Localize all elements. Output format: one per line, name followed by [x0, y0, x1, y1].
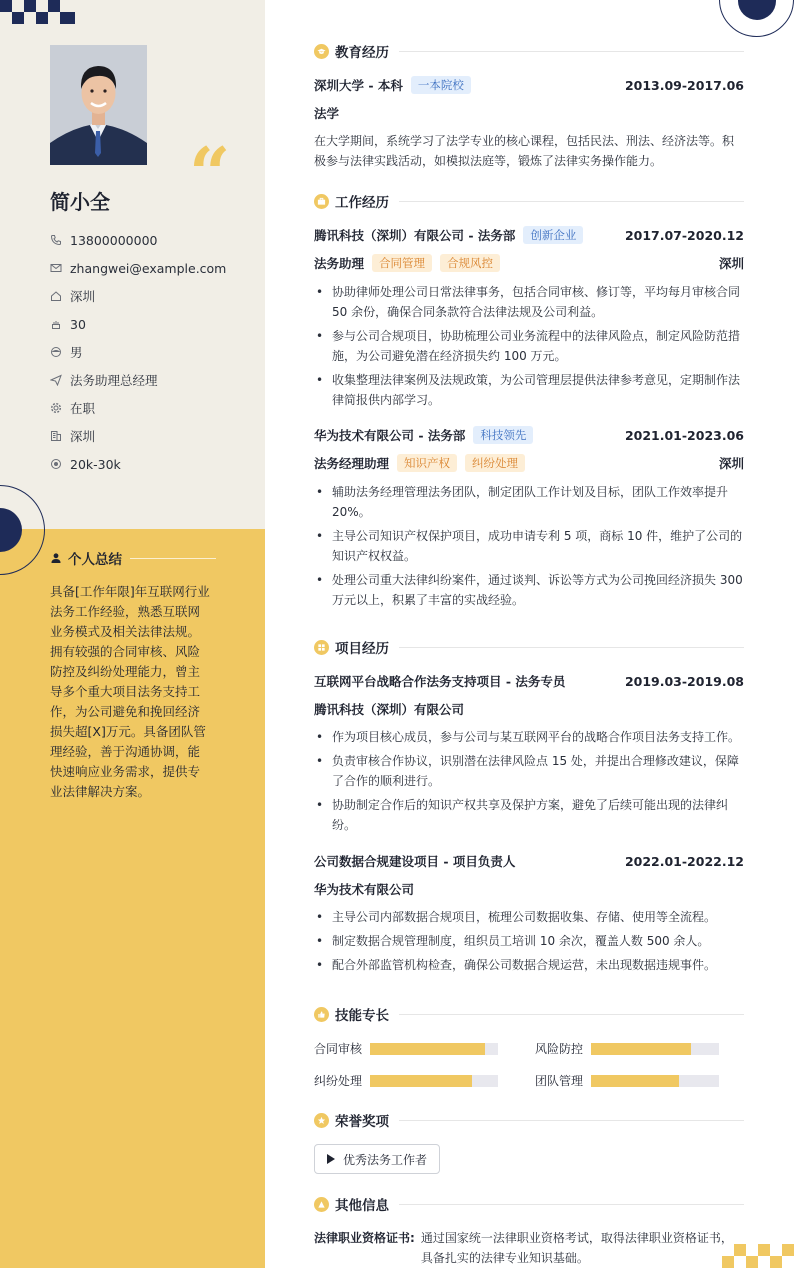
skill-bar	[370, 1043, 498, 1055]
list-item: • 主导公司内部数据合规项目，梳理公司数据收集、存储、使用等全流程。	[314, 907, 744, 927]
salary-icon	[50, 458, 62, 470]
work-period: 2017.07-2020.12	[624, 227, 744, 243]
work-bullets-1	[314, 482, 744, 614]
contact-position	[50, 366, 226, 394]
summary-text: 具备[工作年限]年互联网行业法务工作经验，熟悉互联网业务模式及相关法律法规。拥有较强的合同审核、风险防控及纠纷处理能力，曾主导多个重大项目法务支持工作，为公司避免和挽回经济损失超[X]万元。具备团队管理经验，善于沟通协调，能快速响应业务需求，提供专业法律解决方案。	[50, 584, 210, 799]
skill-bar-fill	[370, 1075, 472, 1087]
project-name: 互联网平台战略合作法务支持项目 - 法务专员	[314, 674, 566, 689]
contact-gender	[50, 338, 226, 366]
divider	[399, 51, 744, 52]
work-header	[314, 191, 744, 211]
gender-icon	[50, 346, 62, 358]
project-bullets-0	[314, 727, 744, 839]
education-major-row	[314, 104, 744, 122]
education-row	[314, 76, 744, 94]
contact-city	[50, 422, 226, 450]
list-item: • 负责审核合作协议，识别潜在法律风险点 15 处，并提出合理修改建议，保障了合作的顺利进行。	[314, 751, 744, 791]
list-item: • 收集整理法律案例及法规政策，为公司管理层提供法律参考意见，定期制作法律简报供内部学习。	[314, 370, 744, 410]
contact-city-value: 深圳	[70, 429, 96, 444]
work-city: 深圳	[718, 256, 744, 271]
other-info	[314, 1228, 744, 1268]
project-row-0	[314, 672, 744, 690]
divider	[399, 201, 744, 202]
school-name: 深圳大学 - 本科	[314, 78, 403, 93]
list-item: • 制定数据合规管理制度，组织员工培训 10 余次，覆盖人数 500 余人。	[314, 931, 744, 951]
job-role: 法务经理助理	[314, 456, 390, 471]
home-icon	[50, 290, 62, 302]
contact-phone-value: 13800000000	[70, 232, 158, 248]
person-icon	[50, 552, 62, 564]
work-city: 深圳	[718, 456, 744, 471]
project-company-row-1	[314, 880, 744, 898]
education-header	[314, 41, 744, 61]
work-row-0	[314, 226, 744, 244]
contact-position-value: 法务助理总经理	[70, 373, 158, 388]
skill-bar	[370, 1075, 498, 1087]
contact-age	[50, 310, 226, 338]
mail-icon	[50, 262, 62, 274]
contact-status	[50, 394, 226, 422]
skill-bar-fill	[591, 1075, 679, 1087]
role-tag: 知识产权	[397, 454, 457, 472]
education-major: 法学	[314, 106, 340, 121]
company-name: 华为技术有限公司 - 法务部	[314, 428, 466, 443]
skills-header	[314, 1004, 744, 1024]
grid-icon	[314, 640, 329, 655]
company-name: 腾讯科技（深圳）有限公司 - 法务部	[314, 228, 516, 243]
contact-email	[50, 254, 226, 282]
skill-bar	[591, 1043, 719, 1055]
award-icon	[314, 1113, 329, 1128]
skill-name: 团队管理	[535, 1074, 584, 1088]
education-title: 教育经历	[335, 45, 389, 61]
skill-item	[535, 1040, 719, 1057]
skill-name: 纠纷处理	[314, 1074, 363, 1088]
project-company: 华为技术有限公司	[314, 882, 415, 897]
school-tag: 一本院校	[411, 76, 471, 94]
education-period: 2013.09-2017.06	[624, 77, 744, 93]
skills-title: 技能专长	[335, 1008, 389, 1024]
contact-phone	[50, 226, 226, 254]
project-period: 2022.01-2022.12	[624, 853, 744, 869]
list-item: • 参与公司合规项目，协助梳理公司业务流程中的法律风险点，制定风险防范措施，为公司避免潜在经济损失约 100 万元。	[314, 326, 744, 366]
job-role: 法务助理	[314, 256, 365, 271]
certificate-label: 法律职业资格证书:	[314, 1231, 415, 1245]
list-item: • 协助制定合作后的知识产权共享及保护方案，避免了后续可能出现的法律纠纷。	[314, 795, 744, 835]
project-bullets-1	[314, 907, 744, 979]
award-name: 优秀法务工作者	[343, 1152, 428, 1167]
contact-home	[50, 282, 226, 310]
divider	[130, 558, 216, 559]
skill-item	[314, 1040, 498, 1057]
work-row-1	[314, 426, 744, 444]
list-item: • 主导公司知识产权保护项目，成功申请专利 5 项，商标 10 件，维护了公司的知识产权权益。	[314, 526, 744, 566]
list-item: • 辅助法务经理管理法务团队，制定团队工作计划及目标，团队工作效率提升 20%。	[314, 482, 744, 522]
contact-age-value: 30	[70, 316, 86, 332]
list-item: • 处理公司重大法律纠纷案件，通过谈判、诉讼等方式为公司挽回经济损失 300 万元以上，积累了丰富的实战经验。	[314, 570, 744, 610]
summary-header	[50, 548, 216, 568]
contact-salary-value: 20k-30k	[70, 456, 121, 472]
contact-home-value: 深圳	[70, 289, 96, 304]
divider	[399, 647, 744, 648]
project-row-1	[314, 852, 744, 870]
awards-title: 荣誉奖项	[335, 1114, 389, 1130]
summary-title: 个人总结	[68, 552, 122, 568]
role-tag: 合同管理	[372, 254, 432, 272]
project-name: 公司数据合规建设项目 - 项目负责人	[314, 854, 516, 869]
skill-name: 合同审核	[314, 1042, 363, 1056]
awards-header	[314, 1110, 744, 1130]
skill-item	[535, 1072, 719, 1089]
send-icon	[50, 374, 62, 386]
contact-list	[50, 226, 226, 478]
work-role-row-1	[314, 454, 744, 472]
list-item: • 协助律师处理公司日常法律事务，包括合同审核、修订等，平均每月审核合同 50 余份，确保合同条款符合法律法规及公司利益。	[314, 282, 744, 322]
work-period: 2021.01-2023.06	[624, 427, 744, 443]
quote-icon: “	[189, 131, 231, 216]
work-bullets-0	[314, 282, 744, 414]
certificate-value: 通过国家统一法律职业资格考试，取得法律职业资格证书，具备扎实的法律专业知识基础。	[420, 1231, 733, 1265]
skill-name: 风险防控	[535, 1042, 584, 1056]
project-company: 腾讯科技（深圳）有限公司	[314, 702, 465, 717]
skill-bar	[591, 1075, 719, 1087]
projects-header	[314, 637, 744, 657]
thumbs-up-icon	[314, 1007, 329, 1022]
contact-gender-value: 男	[70, 345, 83, 360]
avatar	[50, 45, 147, 165]
divider	[399, 1204, 744, 1205]
work-title: 工作经历	[335, 195, 389, 211]
divider	[399, 1014, 744, 1015]
list-item: • 作为项目核心成员，参与公司与某互联网平台的战略合作项目法务支持工作。	[314, 727, 744, 747]
building-icon	[50, 430, 62, 442]
project-company-row-0	[314, 700, 744, 718]
skill-bar-fill	[370, 1043, 485, 1055]
skill-item	[314, 1072, 498, 1089]
other-header	[314, 1194, 744, 1214]
role-tag: 纠纷处理	[465, 454, 525, 472]
briefcase-icon	[314, 194, 329, 209]
contact-email-value: zhangwei@example.com	[70, 260, 227, 276]
candidate-name: 简小全	[50, 190, 110, 214]
phone-icon	[50, 234, 62, 246]
play-icon	[327, 1154, 335, 1164]
role-tag: 合规风控	[440, 254, 500, 272]
other-title: 其他信息	[335, 1198, 389, 1214]
projects-title: 项目经历	[335, 641, 389, 657]
sidebar	[0, 0, 265, 1268]
info-icon	[314, 1197, 329, 1212]
skill-bar-fill	[591, 1043, 691, 1055]
company-tag: 创新企业	[523, 226, 583, 244]
divider	[399, 1120, 744, 1121]
age-icon	[50, 318, 62, 330]
company-tag: 科技领先	[473, 426, 533, 444]
list-item: • 配合外部监管机构检查，确保公司数据合规运营，未出现数据违规事件。	[314, 955, 744, 975]
education-description: 在大学期间，系统学习了法学专业的核心课程，包括民法、刑法、经济法等。积极参与法律实践活动，如模拟法庭等，锻炼了法律实务操作能力。	[314, 134, 735, 168]
project-period: 2019.03-2019.08	[624, 673, 744, 689]
award-item	[314, 1144, 440, 1174]
work-role-row-0	[314, 254, 744, 272]
graduation-cap-icon	[314, 44, 329, 59]
contact-salary	[50, 450, 226, 478]
gear-icon	[50, 402, 62, 414]
contact-status-value: 在职	[70, 401, 96, 416]
